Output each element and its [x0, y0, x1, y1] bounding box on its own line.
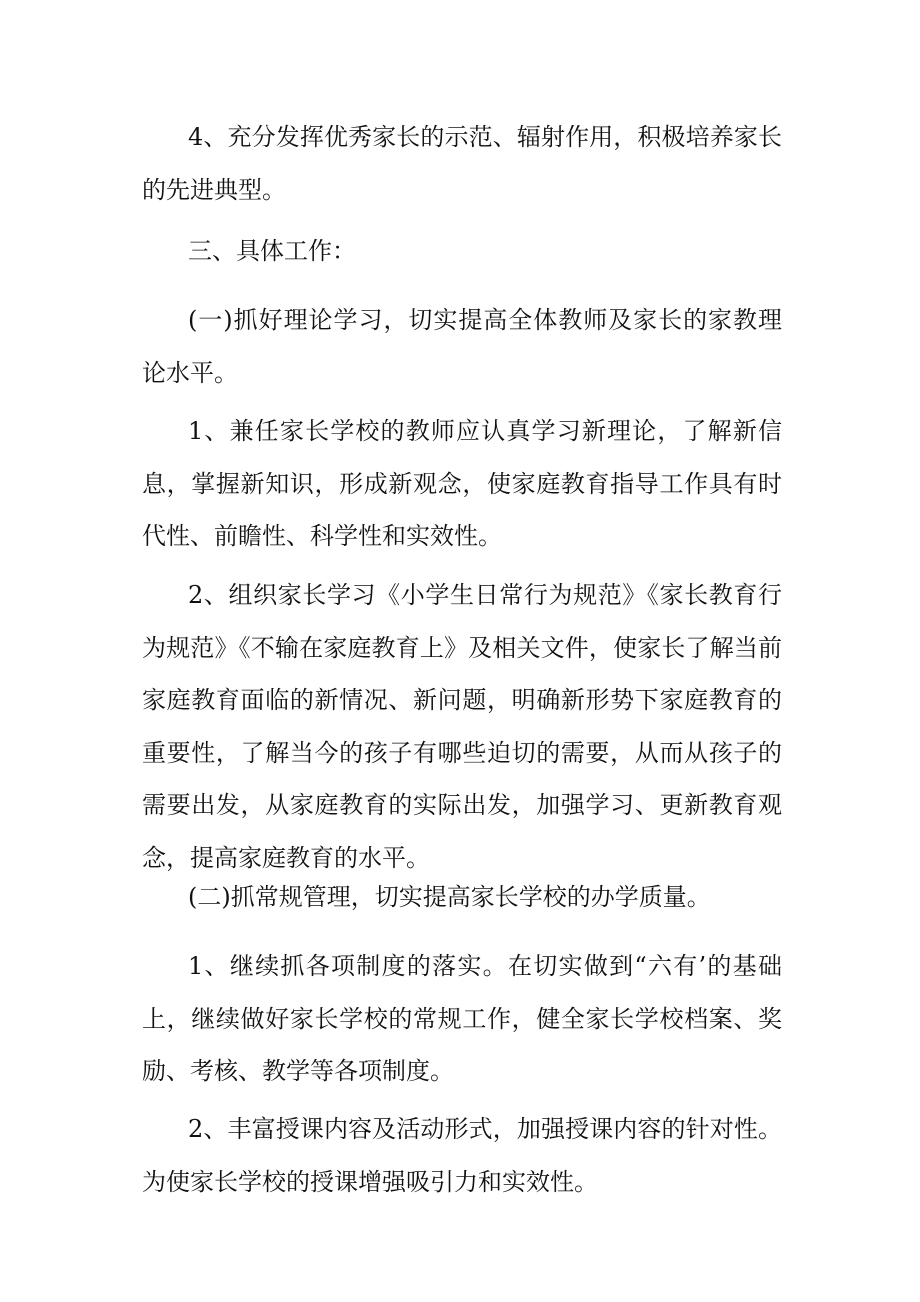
subheading-routine-management: (二)抓常规管理，切实提高家长学校的办学质量。 [188, 883, 711, 911]
subheading-theory-study: (一)抓好理论学习，切实提高全体教师及家长的家教理论水平。 [142, 306, 782, 387]
section-heading-specific-work: 三、具体工作： [188, 237, 356, 265]
paragraph-system-implementation: 1、继续抓各项制度的落实。在切实做到“六有’的基础上，继续做好家长学校的常规工作，健全家长学校档案、奖励、考核、教学等各项制度。 [142, 952, 782, 1085]
paragraph-parent-study: 2、组织家长学习《小学生日常行为规范》《家长教育行为规范》《不输在家庭教育上》及相关文件，使家长了解当前家庭教育面临的新情况、新问题，明确新形势下家庭教育的重要性，了解当今的孩子有哪些迫切的需要，从而从孩子的需要出发，从家庭教育的实际出发，加强学习、更新教育观念，提高家庭教育的水平。 [142, 581, 782, 872]
paragraph-teaching-content: 2、丰富授课内容及活动形式，加强授课内容的针对性。为使家长学校的授课增强吸引力和实效性。 [142, 1115, 782, 1196]
paragraph-parent-role-model: 4、充分发挥优秀家长的示范、辐射作用，积极培养家长的先进典型。 [142, 123, 782, 204]
paragraph-teacher-study: 1、兼任家长学校的教师应认真学习新理论，了解新信息，掌握新知识，形成新观念，使家庭教育指导工作具有时代性、前瞻性、科学性和实效性。 [142, 417, 782, 550]
